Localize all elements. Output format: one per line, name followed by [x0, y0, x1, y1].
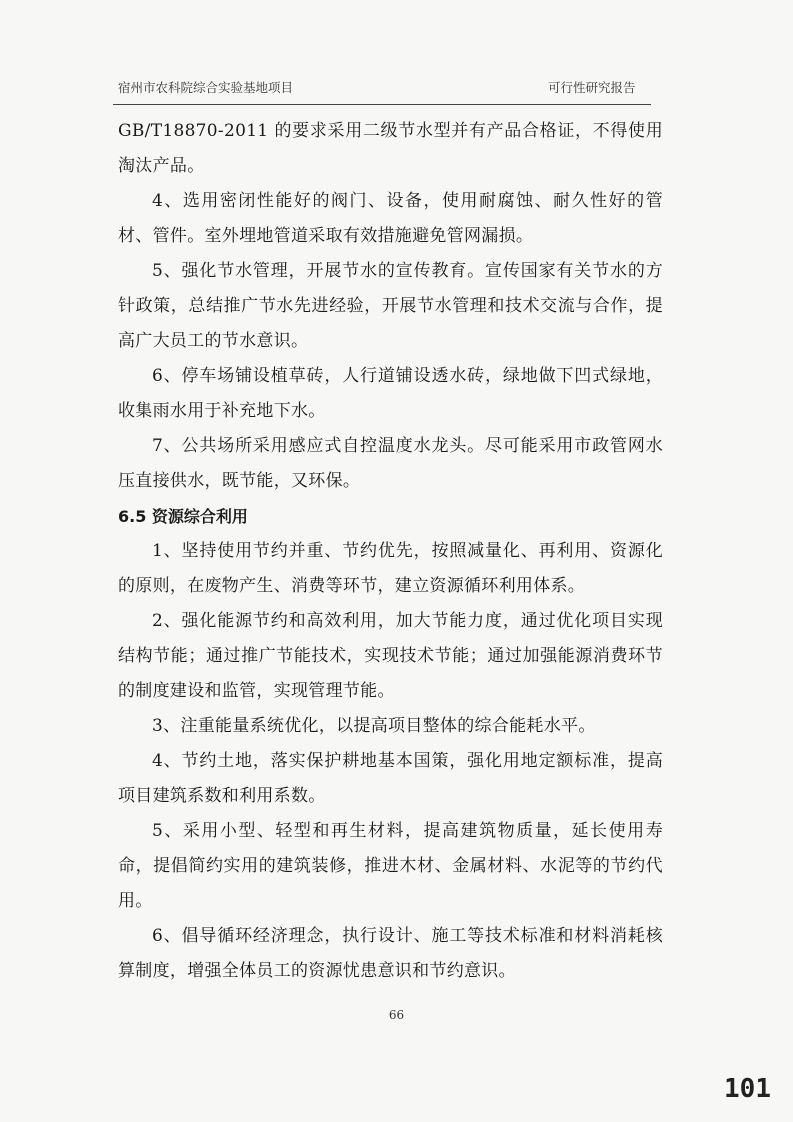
page-number: 66: [388, 1008, 405, 1022]
paragraph-resource-5: 5、采用小型、轻型和再生材料，提高建筑物质量，延长使用寿命，提倡简约实用的建筑装修，推进木材、金属材料、水泥等的节约代用。: [118, 821, 663, 911]
header-project-title: 宿州市农科院综合实验基地项目: [118, 80, 294, 95]
paragraph-resource-6: 6、倡导循环经济理念，执行设计、施工等技术标准和材料消耗核算制度，增强全体员工的资源忧患意识和节约意识。: [118, 926, 663, 981]
paragraph-item-4: 4、选用密闭性能好的阀门、设备，使用耐腐蚀、耐久性好的管材、管件。室外埋地管道采取有效措施避免管网漏损。: [118, 191, 663, 246]
section-heading: 6.5 资源综合利用: [118, 507, 248, 526]
paragraph-resource-1: 1、坚持使用节约并重、节约优先，按照减量化、再利用、资源化的原则，在废物产生、消费等环节，建立资源循环利用体系。: [118, 541, 663, 596]
paragraph-item-7: 7、公共场所采用感应式自控温度水龙头。尽可能采用市政管网水压直接供水，既节能，又环保。: [118, 436, 663, 491]
paragraph-resource-3: 3、注重能量系统优化，以提高项目整体的综合能耗水平。: [152, 716, 596, 736]
paragraph-resource-4: 4、节约土地，落实保护耕地基本国策，强化用地定额标准，提高项目建筑系数和利用系数。: [118, 751, 663, 806]
paragraph-resource-2: 2、强化能源节约和高效利用，加大节能力度，通过优化项目实现结构节能；通过推广节能技术，实现技术节能；通过加强能源消费环节的制度建设和监管，实现管理节能。: [118, 611, 663, 701]
header-report-type: 可行性研究报告: [548, 80, 636, 95]
document-body: [118, 114, 663, 989]
stamped-page-number: 101: [724, 1074, 771, 1104]
paragraph-item-6: 6、停车场铺设植草砖，人行道铺设透水砖，绿地做下凹式绿地，收集雨水用于补充地下水。: [118, 366, 663, 421]
paragraph-item-5: 5、强化节水管理，开展节水的宣传教育。宣传国家有关节水的方针政策，总结推广节水先进经验，开展节水管理和技术交流与合作，提高广大员工的节水意识。: [118, 261, 663, 351]
header-divider: [113, 104, 651, 105]
paragraph-continued: GB/T18870-2011 的要求采用二级节水型并有产品合格证，不得使用淘汰产品。: [118, 121, 663, 176]
